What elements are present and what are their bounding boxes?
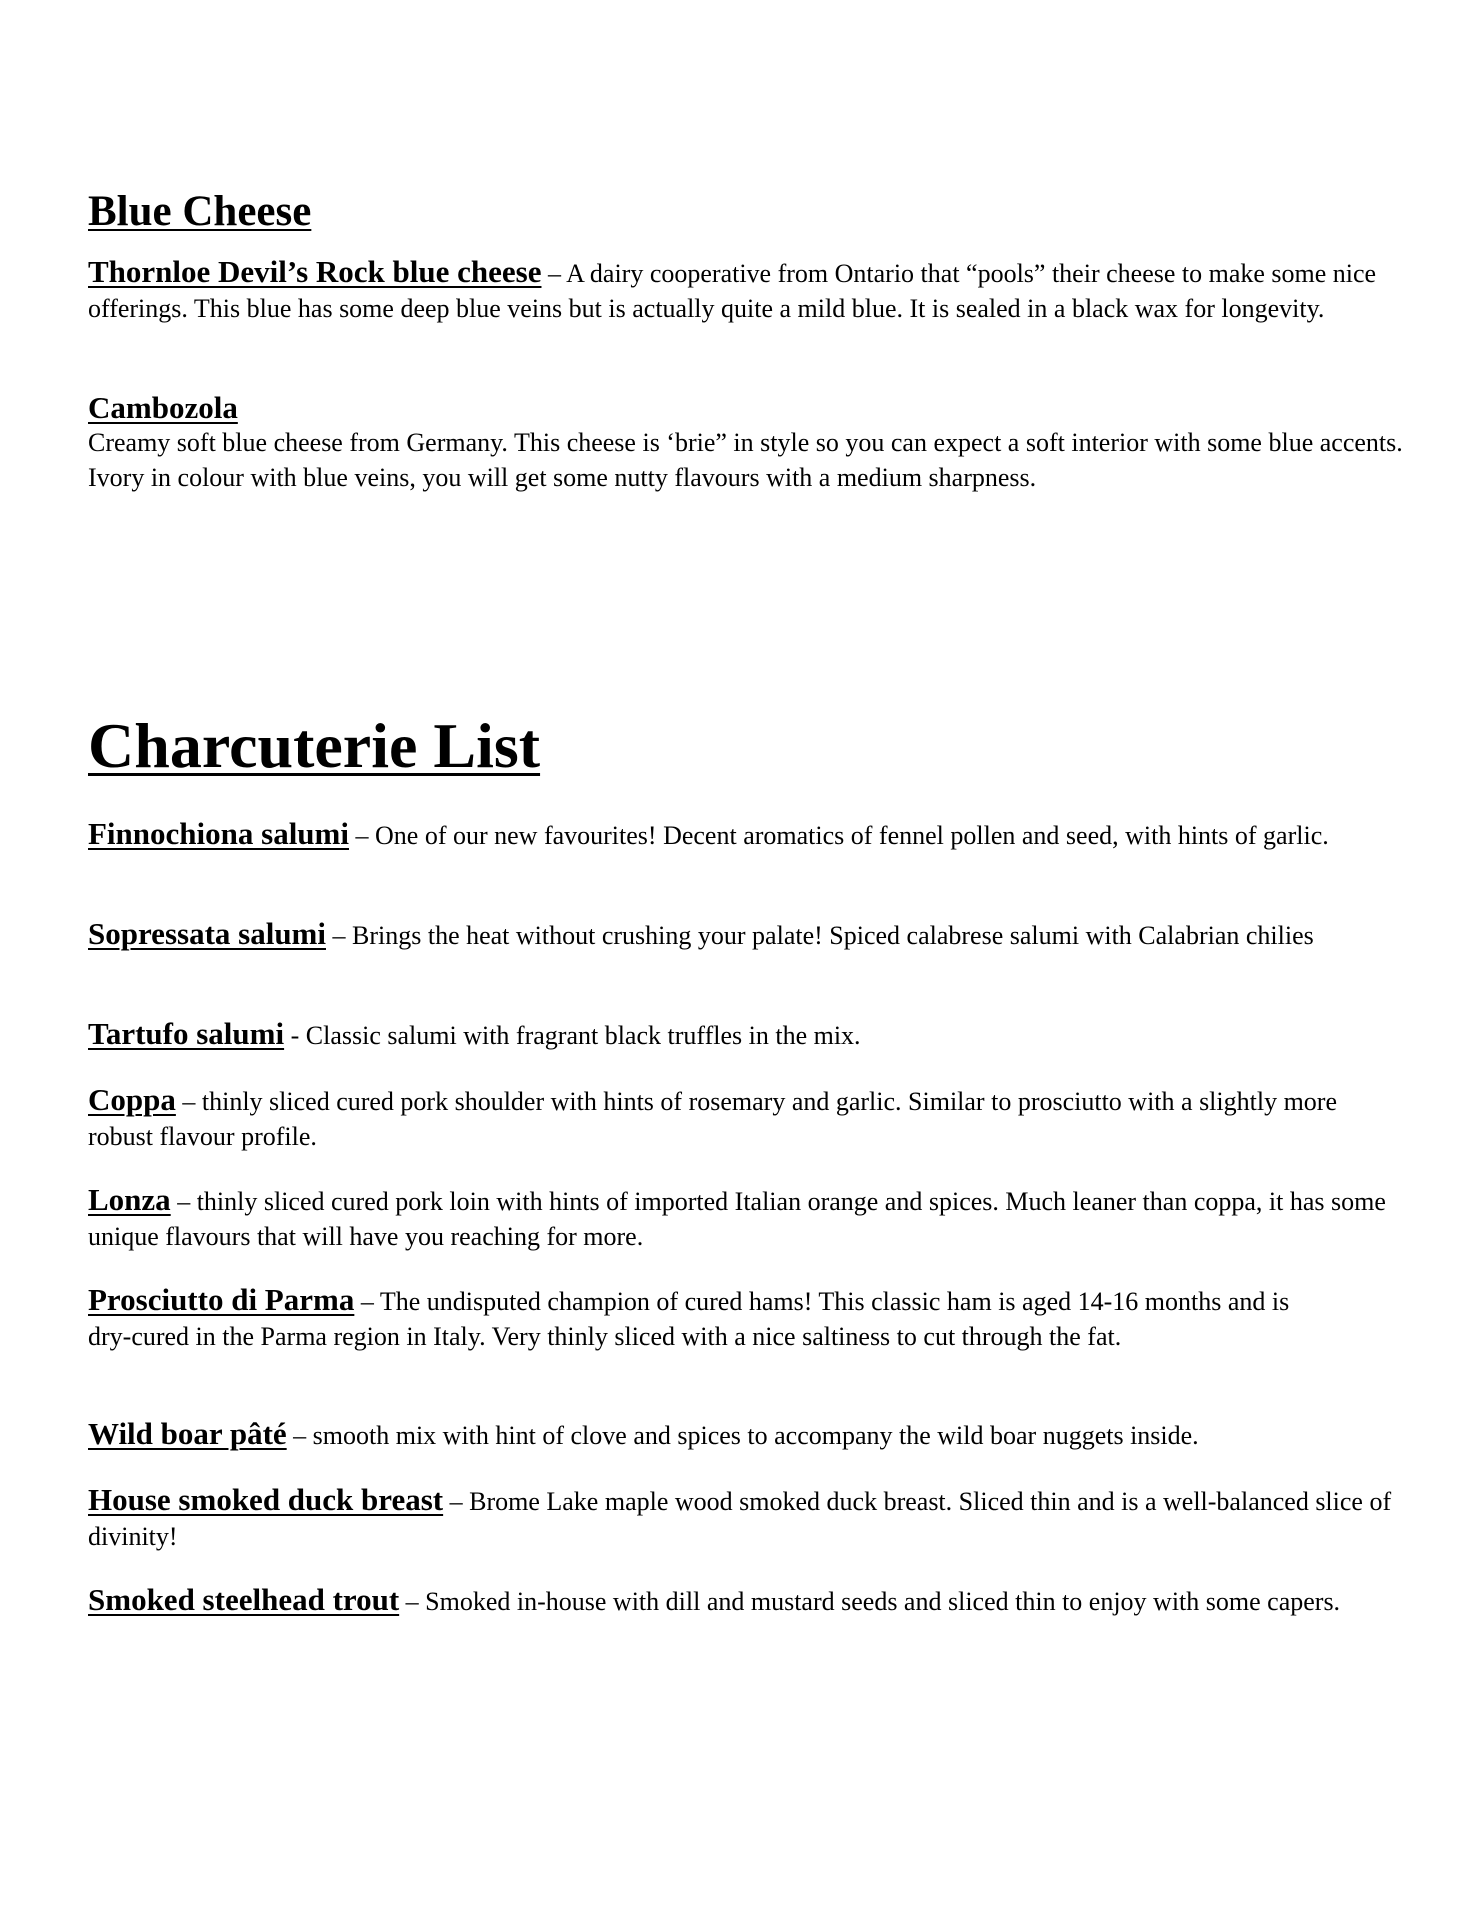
charcuterie-item-sopressata [88, 916, 1408, 953]
charcuterie-item-name: Coppa [88, 1082, 176, 1117]
charcuterie-item-prosciutto [88, 1282, 1408, 1354]
charcuterie-item-separator: – [443, 1487, 470, 1516]
charcuterie-item-description: smooth mix with hint of clove and spices to accompany the wild boar nuggets inside. [312, 1421, 1199, 1450]
charcuterie-item-name: Smoked steelhead trout [88, 1582, 400, 1617]
charcuterie-item-description: Brings the heat without crushing your palate! Spiced calabrese salumi with Calabrian chilies [352, 921, 1314, 950]
cheese-item-description: Creamy soft blue cheese from Germany. This cheese is ‘brie” in style so you can expect a soft interior with some blue accents. Ivory in colour with blue veins, you will get some nutty flavours with a medium sharpness. [88, 428, 1403, 492]
charcuterie-item-smoked-steelhead-trout [88, 1582, 1408, 1619]
charcuterie-item-separator: – [326, 921, 352, 950]
charcuterie-item-name: Finnochiona salumi [88, 816, 349, 851]
charcuterie-item-lonza [88, 1182, 1408, 1254]
cheese-item-thornloe [88, 254, 1408, 326]
charcuterie-item-description: Brome Lake maple wood smoked duck breast. Sliced thin and is a well-balanced slice of divinity! [88, 1487, 1392, 1551]
charcuterie-item-separator: – [286, 1421, 313, 1450]
charcuterie-item-smoked-duck-breast [88, 1482, 1408, 1554]
charcuterie-item-separator: – [175, 1087, 202, 1116]
charcuterie-item-separator: – [354, 1287, 380, 1316]
charcuterie-item-description-continued: dry-cured in the Parma region in Italy. Very thinly sliced with a nice saltiness to cut through the fat. [88, 1322, 1122, 1351]
charcuterie-item-separator: - [284, 1021, 306, 1050]
charcuterie-item-separator: – [399, 1587, 426, 1616]
charcuterie-item-description: thinly sliced cured pork shoulder with hints of rosemary and garlic. Similar to prosciutto with a slightly more robust flavour profile. [88, 1087, 1338, 1151]
charcuterie-item-description: One of our new favourites! Decent aromatics of fennel pollen and seed, with hints of garlic. [375, 821, 1329, 850]
blue-cheese-heading: Blue Cheese [88, 188, 312, 235]
charcuterie-item-name: Prosciutto di Parma [88, 1282, 355, 1317]
charcuterie-item-description: The undisputed champion of cured hams! This classic ham is aged 14-16 months and is [379, 1287, 1290, 1316]
charcuterie-item-separator: – [349, 821, 375, 850]
charcuterie-item-name: House smoked duck breast [88, 1482, 444, 1517]
charcuterie-item-name: Lonza [88, 1182, 171, 1217]
charcuterie-item-description: Classic salumi with fragrant black truffles in the mix. [305, 1021, 861, 1050]
cheese-item-cambozola [88, 390, 1408, 495]
cheese-item-separator: – [541, 259, 567, 288]
charcuterie-heading: Charcuterie List [88, 710, 541, 781]
charcuterie-item-name: Sopressata salumi [88, 916, 326, 951]
charcuterie-item-wild-boar-pate [88, 1416, 1408, 1453]
cheese-item-name: Cambozola [88, 390, 238, 425]
charcuterie-item-separator: – [170, 1187, 197, 1216]
charcuterie-item-description: thinly sliced cured pork loin with hints of imported Italian orange and spices. Much leaner than coppa, it has some unique flavours that will have you reaching for more. [88, 1187, 1386, 1251]
cheese-item-description: A dairy cooperative from Ontario that “pools” their cheese to make some nice offerings. This blue has some deep blue veins but is actually quite a mild blue. It is sealed in a black wax for longevity. [88, 259, 1377, 323]
charcuterie-item-finnochiona [88, 816, 1408, 853]
charcuterie-item-coppa [88, 1082, 1408, 1154]
charcuterie-item-name: Tartufo salumi [88, 1016, 285, 1051]
charcuterie-item-name: Wild boar pâté [88, 1416, 287, 1451]
charcuterie-item-description: Smoked in-house with dill and mustard seeds and sliced thin to enjoy with some capers. [425, 1587, 1341, 1616]
cheese-item-name: Thornloe Devil’s Rock blue cheese [88, 254, 542, 289]
charcuterie-item-tartufo [88, 1016, 1408, 1053]
